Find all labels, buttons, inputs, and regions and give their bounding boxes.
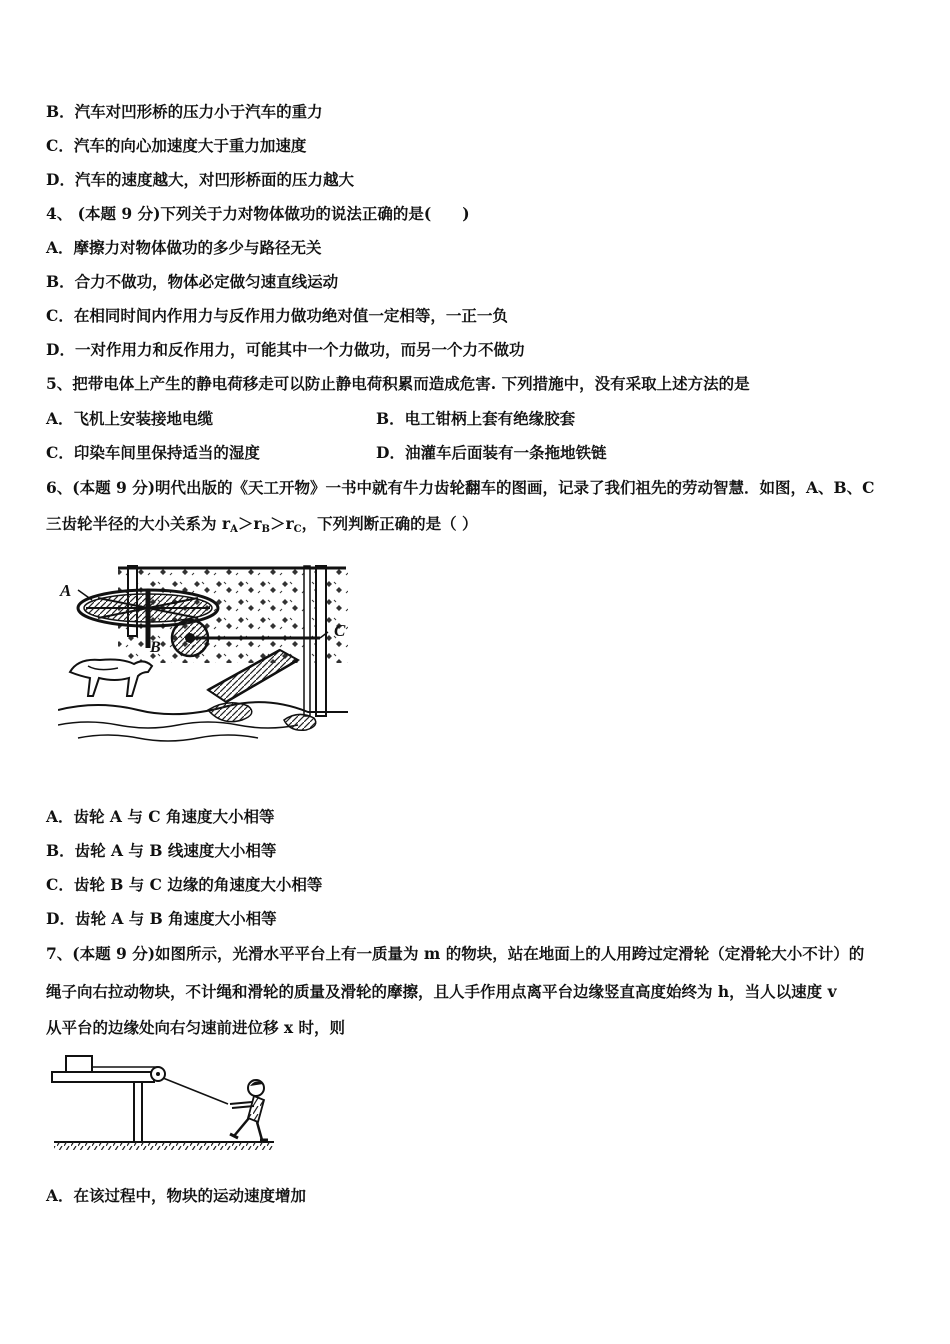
q7-stem-line3: 从平台的边缘处向右匀速前进位移 x 时，则 [46, 1018, 346, 1037]
q7-stem-line1: 7、(本题 9 分)如图所示，光滑水平平台上有一质量为 m 的物块，站在地面上的人用跨过定滑轮（定滑轮大小不计）的 [46, 944, 865, 963]
q6-sub-a: A [230, 524, 238, 535]
pulley-figure [50, 1050, 280, 1154]
q5-stem: 5、把带电体上产生的静电荷移走可以防止静电荷积累而造成危害. 下列措施中，没有采取上述方法的是 [46, 374, 750, 393]
q5-option-d: D．油灌车后面装有一条拖地铁链 [376, 443, 607, 462]
q6-stem-suffix: ，下列判断正确的是（ ） [301, 514, 478, 533]
q6-stem-prefix: 三齿轮半径的大小关系为 r [46, 514, 231, 533]
q6-gt-2: ＞r [269, 514, 294, 533]
q5-option-c: C．印染车间里保持适当的湿度 [46, 443, 260, 462]
q3-option-d: D．汽车的速度越大，对凹形桥面的压力越大 [46, 170, 354, 189]
q6-option-d: D．齿轮 A 与 B 角速度大小相等 [46, 909, 277, 928]
q6-option-a: A．齿轮 A 与 C 角速度大小相等 [46, 807, 275, 826]
q3-option-b: B．汽车对凹形桥的压力小于汽车的重力 [46, 102, 323, 121]
q6-option-c: C．齿轮 B 与 C 边缘的角速度大小相等 [46, 875, 323, 894]
q6-stem-line1: 6、(本题 9 分)明代出版的《天工开物》一书中就有牛力齿轮翻车的图画，记录了我们祖先的劳动智慧．如图，A、B、C [46, 478, 875, 497]
q5-option-a: A．飞机上安装接地电缆 [46, 409, 214, 428]
q4-option-d: D．一对作用力和反作用力，可能其中一个力做功，而另一个力不做功 [46, 340, 525, 359]
q6-sub-c: C [293, 524, 302, 535]
figure-label-b: B [150, 639, 161, 656]
q6-gt-1: ＞r [237, 514, 262, 533]
q6-stem-line2 [46, 514, 478, 540]
q6-option-b: B．齿轮 A 与 B 线速度大小相等 [46, 841, 277, 860]
q7-stem-line2: 绳子向右拉动物块，不计绳和滑轮的质量及滑轮的摩擦，且人手作用点离平台边缘竖直高度始终为 h，当人以速度 v [46, 982, 837, 1001]
q4-option-b: B．合力不做功，物体必定做匀速直线运动 [46, 272, 339, 291]
q6-sub-b: B [261, 524, 270, 535]
figure-label-c: C [334, 621, 346, 640]
q4-stem: 4、 (本题 9 分)下列关于力对物体做功的说法正确的是( ) [46, 204, 470, 223]
q5-option-b: B．电工钳柄上套有绝缘胶套 [376, 409, 576, 428]
q4-option-a: A．摩擦力对物体做功的多少与路径无关 [46, 238, 322, 257]
q3-option-c: C．汽车的向心加速度大于重力加速度 [46, 136, 307, 155]
figure-label-a: A [60, 581, 72, 600]
q7-option-a: A．在该过程中，物块的运动速度增加 [46, 1186, 307, 1205]
ox-powered-waterwheel-figure [58, 560, 350, 756]
q4-option-c: C．在相同时间内作用力与反作用力做功绝对值一定相等，一正一负 [46, 306, 508, 325]
